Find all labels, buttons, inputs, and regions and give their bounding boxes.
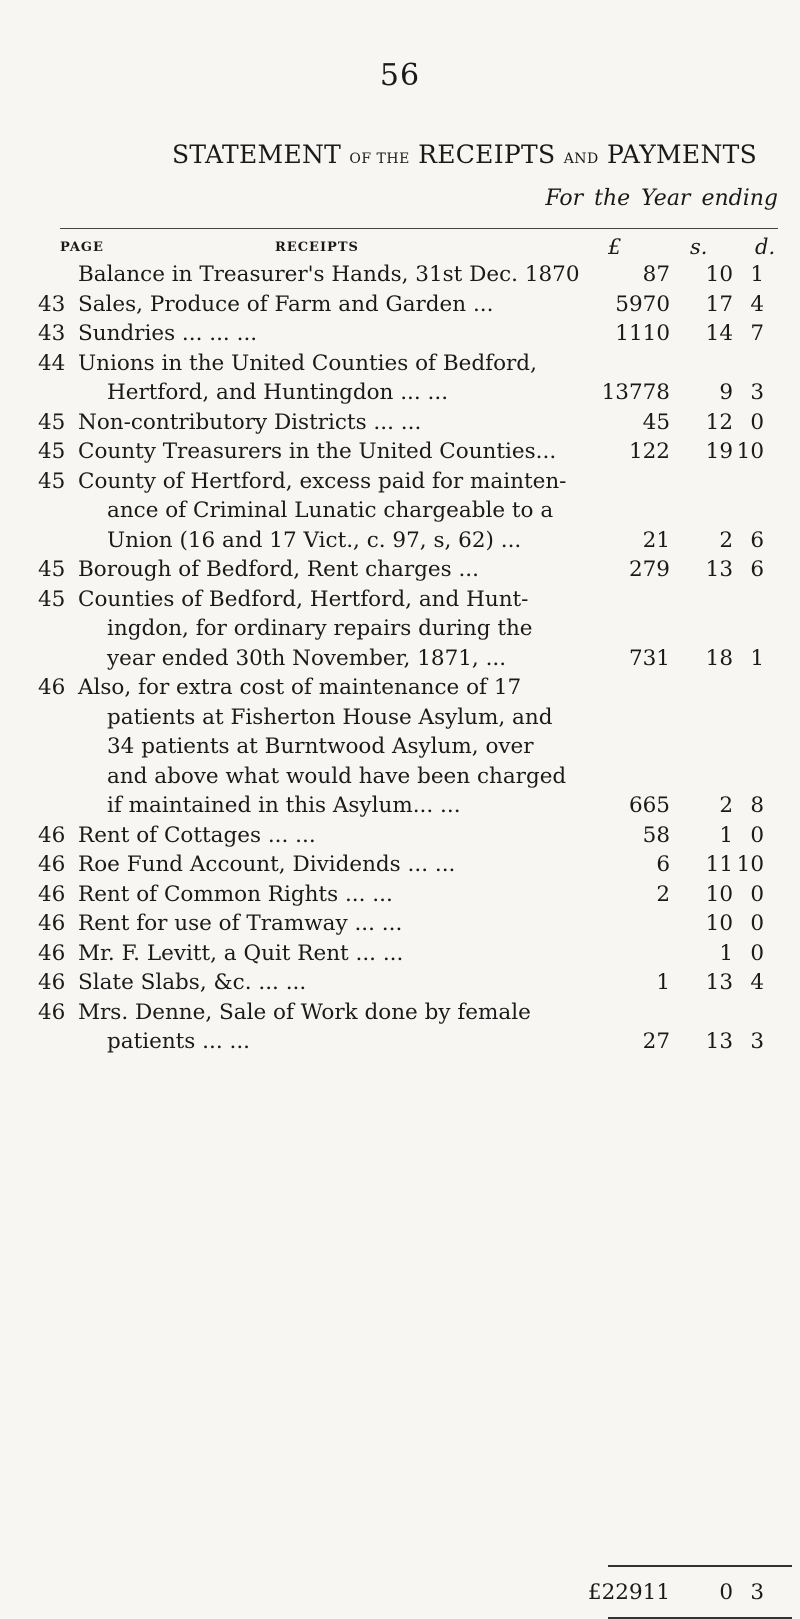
statement-heading — [172, 140, 757, 169]
total-pence: 3 — [750, 1580, 764, 1605]
table-row-continuation — [0, 646, 800, 676]
row-description: year ended 30th November, 1871, ... — [107, 645, 507, 671]
row-pounds: 122 — [628, 439, 670, 464]
row-pounds: 1 — [656, 970, 670, 995]
row-pence: 7 — [750, 321, 764, 346]
row-pence: 6 — [750, 557, 764, 582]
row-shillings: 11 — [705, 852, 733, 877]
row-pence: 0 — [750, 911, 764, 936]
row-description: Also, for extra cost of maintenance of 17 — [78, 675, 522, 700]
row-description: Sales, Produce of Farm and Garden ... — [78, 291, 494, 317]
row-description: Unions in the United Counties of Bedford, — [78, 350, 537, 376]
row-page-ref: 43 — [38, 321, 66, 346]
row-pence: 6 — [750, 527, 764, 553]
row-shillings: 10 — [705, 262, 733, 287]
row-pence: 8 — [750, 793, 764, 818]
heading-receipts: RECEIPTS — [418, 140, 556, 169]
row-shillings: 12 — [705, 409, 733, 435]
row-shillings: 1 — [719, 822, 733, 848]
table-row — [0, 823, 800, 853]
table-row — [0, 262, 800, 292]
row-pence: 0 — [750, 881, 764, 907]
row-description: 34 patients at Burntwood Asylum, over — [107, 734, 534, 759]
row-description: Roe Fund Account, Dividends ... ... — [78, 852, 456, 877]
row-description: Rent for use of Tramway ... ... — [78, 911, 403, 936]
table-row — [0, 911, 800, 941]
row-shillings: 14 — [705, 321, 733, 346]
table-row — [0, 675, 800, 705]
row-pounds: 6 — [656, 852, 670, 877]
row-description: Rent of Common Rights ... ... — [78, 881, 393, 907]
row-shillings: 10 — [705, 881, 733, 907]
table-row-continuation — [0, 764, 800, 794]
row-shillings: 10 — [705, 911, 733, 936]
heading-statement: STATEMENT — [172, 140, 342, 169]
row-description: and above what would have been charged — [107, 763, 567, 789]
table-row — [0, 439, 800, 469]
row-description: patients at Fisherton House Asylum, and — [107, 704, 553, 730]
row-pence: 4 — [750, 291, 764, 317]
row-description: ance of Criminal Lunatic chargeable to a — [107, 498, 554, 523]
table-row — [0, 970, 800, 1000]
row-description: Balance in Treasurer's Hands, 31st Dec. 1870 — [78, 262, 580, 287]
heading-of-the: OF THE — [349, 151, 410, 167]
row-pounds: 45 — [642, 409, 670, 435]
row-description: Non-contributory Districts ... ... — [78, 409, 422, 435]
row-pounds: 58 — [642, 822, 670, 848]
row-description: Mrs. Denne, Sale of Work done by female — [78, 999, 531, 1025]
table-row — [0, 852, 800, 882]
total-rule-top — [608, 1565, 792, 1567]
table-row — [0, 587, 800, 617]
row-pence: 10 — [736, 852, 764, 877]
row-page-ref: 46 — [38, 970, 66, 995]
row-description: Hertford, and Huntingdon ... ... — [107, 380, 449, 405]
row-shillings: 18 — [705, 645, 733, 671]
total-row — [0, 1580, 800, 1610]
column-header-shillings: s. — [690, 235, 708, 259]
row-pence: 10 — [736, 439, 764, 464]
row-page-ref: 45 — [38, 557, 66, 582]
row-page-ref: 44 — [38, 350, 66, 376]
row-page-ref: 46 — [38, 999, 66, 1025]
row-page-ref: 45 — [38, 468, 66, 494]
table-row — [0, 941, 800, 971]
column-header-pounds: £ — [608, 235, 622, 259]
row-pence: 0 — [750, 409, 764, 435]
row-pence: 3 — [750, 380, 764, 405]
table-row — [0, 351, 800, 381]
row-shillings: 17 — [705, 291, 733, 317]
row-shillings: 13 — [705, 557, 733, 582]
row-shillings: 1 — [719, 940, 733, 966]
row-shillings: 13 — [705, 970, 733, 995]
row-description: Sundries ... ... ... — [78, 321, 258, 346]
row-description: Counties of Bedford, Hertford, and Hunt- — [78, 586, 529, 612]
table-row — [0, 410, 800, 440]
heading-and: AND — [563, 151, 599, 167]
row-pounds: 87 — [642, 262, 670, 287]
row-description: if maintained in this Asylum... ... — [107, 793, 461, 818]
table-row-continuation — [0, 793, 800, 823]
row-shillings: 13 — [705, 1029, 733, 1054]
row-description: ingdon, for ordinary repairs during the — [107, 616, 533, 641]
row-pence: 0 — [750, 940, 764, 966]
table-row — [0, 321, 800, 351]
row-description: Slate Slabs, &c. ... ... — [78, 970, 307, 995]
table-row-continuation — [0, 705, 800, 735]
row-page-ref: 45 — [38, 409, 66, 435]
row-description: County Treasurers in the United Counties... — [78, 439, 557, 464]
row-pence: 0 — [750, 822, 764, 848]
row-pounds: 27 — [642, 1029, 670, 1054]
heading-payments: PAYMENTS — [607, 140, 758, 169]
row-pence: 1 — [750, 645, 764, 671]
row-shillings: 9 — [719, 380, 733, 405]
row-description: Union (16 and 17 Vict., c. 97, s, 62) ... — [107, 527, 522, 553]
table-row — [0, 469, 800, 499]
row-pounds: 1110 — [615, 321, 670, 346]
row-pounds: 21 — [642, 527, 670, 553]
table-row-continuation — [0, 380, 800, 410]
year-subheading: For the Year ending — [545, 186, 778, 211]
row-pounds: 5970 — [615, 291, 670, 317]
row-page-ref: 46 — [38, 911, 66, 936]
row-page-ref: 46 — [38, 881, 66, 907]
row-pounds: 13778 — [601, 380, 670, 405]
row-pence: 1 — [750, 262, 764, 287]
page-number: 56 — [379, 58, 421, 93]
column-header-page: PAGE — [60, 240, 104, 255]
row-shillings: 2 — [719, 527, 733, 553]
row-page-ref: 46 — [38, 822, 66, 848]
table-row-continuation — [0, 498, 800, 528]
total-shillings: 0 — [719, 1580, 733, 1605]
column-header-receipts: RECEIPTS — [275, 240, 359, 255]
table-row-continuation — [0, 1029, 800, 1059]
row-pence: 4 — [750, 970, 764, 995]
table-row-continuation — [0, 528, 800, 558]
row-pounds: 665 — [628, 793, 670, 818]
row-description: patients ... ... — [107, 1029, 251, 1054]
row-shillings: 19 — [705, 439, 733, 464]
row-pounds: 731 — [628, 645, 670, 671]
header-rule — [60, 228, 778, 229]
table-row — [0, 1000, 800, 1030]
row-page-ref: 45 — [38, 586, 66, 612]
row-page-ref: 46 — [38, 852, 66, 877]
row-description: Mr. F. Levitt, a Quit Rent ... ... — [78, 940, 404, 966]
row-page-ref: 46 — [38, 940, 66, 966]
row-description: Rent of Cottages ... ... — [78, 822, 316, 848]
table-row-continuation — [0, 616, 800, 646]
row-page-ref: 46 — [38, 675, 66, 700]
row-page-ref: 45 — [38, 439, 66, 464]
table-row — [0, 557, 800, 587]
total-pounds: £22911 — [587, 1580, 670, 1605]
row-pounds: 2 — [656, 881, 670, 907]
row-shillings: 2 — [719, 793, 733, 818]
row-page-ref: 43 — [38, 291, 66, 317]
table-row — [0, 292, 800, 322]
row-description: Borough of Bedford, Rent charges ... — [78, 557, 479, 582]
row-pounds: 279 — [628, 557, 670, 582]
table-row — [0, 882, 800, 912]
row-pence: 3 — [750, 1029, 764, 1054]
row-description: County of Hertford, excess paid for mainten- — [78, 468, 567, 494]
column-header-pence: d. — [755, 235, 776, 259]
table-row-continuation — [0, 734, 800, 764]
